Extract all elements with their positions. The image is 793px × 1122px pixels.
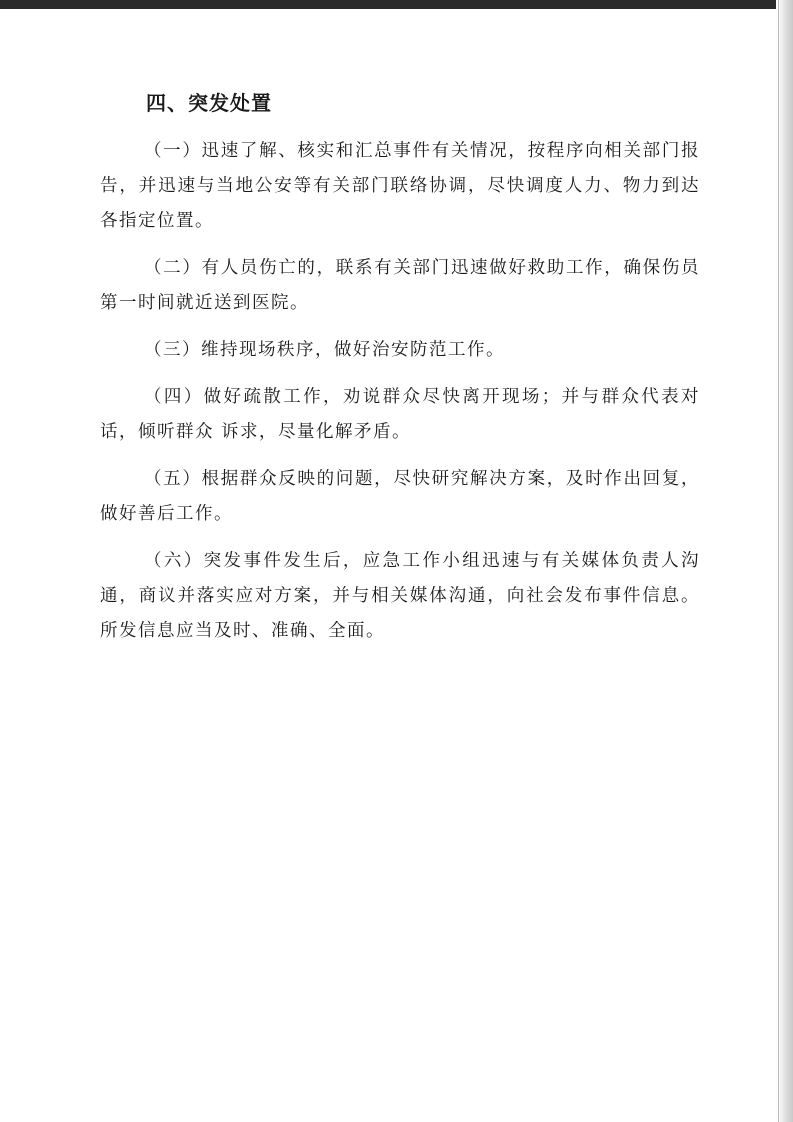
paragraph-1: （一）迅速了解、核实和汇总事件有关情况，按程序向相关部门报告，并迅速与当地公安等有关部门联络协调，尽快调度人力、物力到达各指定位置。 [100, 141, 700, 231]
scan-top-border [0, 0, 793, 9]
document-page [100, 86, 700, 661]
paragraph-6: （六）突发事件发生后，应急工作小组迅速与有关媒体负责人沟通，商议并落实应对方案，并与相关媒体沟通，向社会发布事件信息。所发信息应当及时、准确、全面。 [100, 551, 700, 641]
paragraph-3: （三）维持现场秩序，做好治安防范工作。 [144, 340, 505, 360]
section-heading: 四、突发处置 [146, 91, 272, 115]
paragraph-2: （二）有人员伤亡的，联系有关部门迅速做好救助工作，确保伤员第一时间就近送到医院。 [100, 258, 700, 313]
paragraph-4: （四）做好疏散工作，劝说群众尽快离开现场；并与群众代表对话，倾听群众 诉求，尽量化解矛盾。 [100, 387, 700, 442]
paragraph-5: （五）根据群众反映的问题，尽快研究解决方案，及时作出回复，做好善后工作。 [100, 469, 700, 524]
scan-right-line [778, 0, 779, 1122]
